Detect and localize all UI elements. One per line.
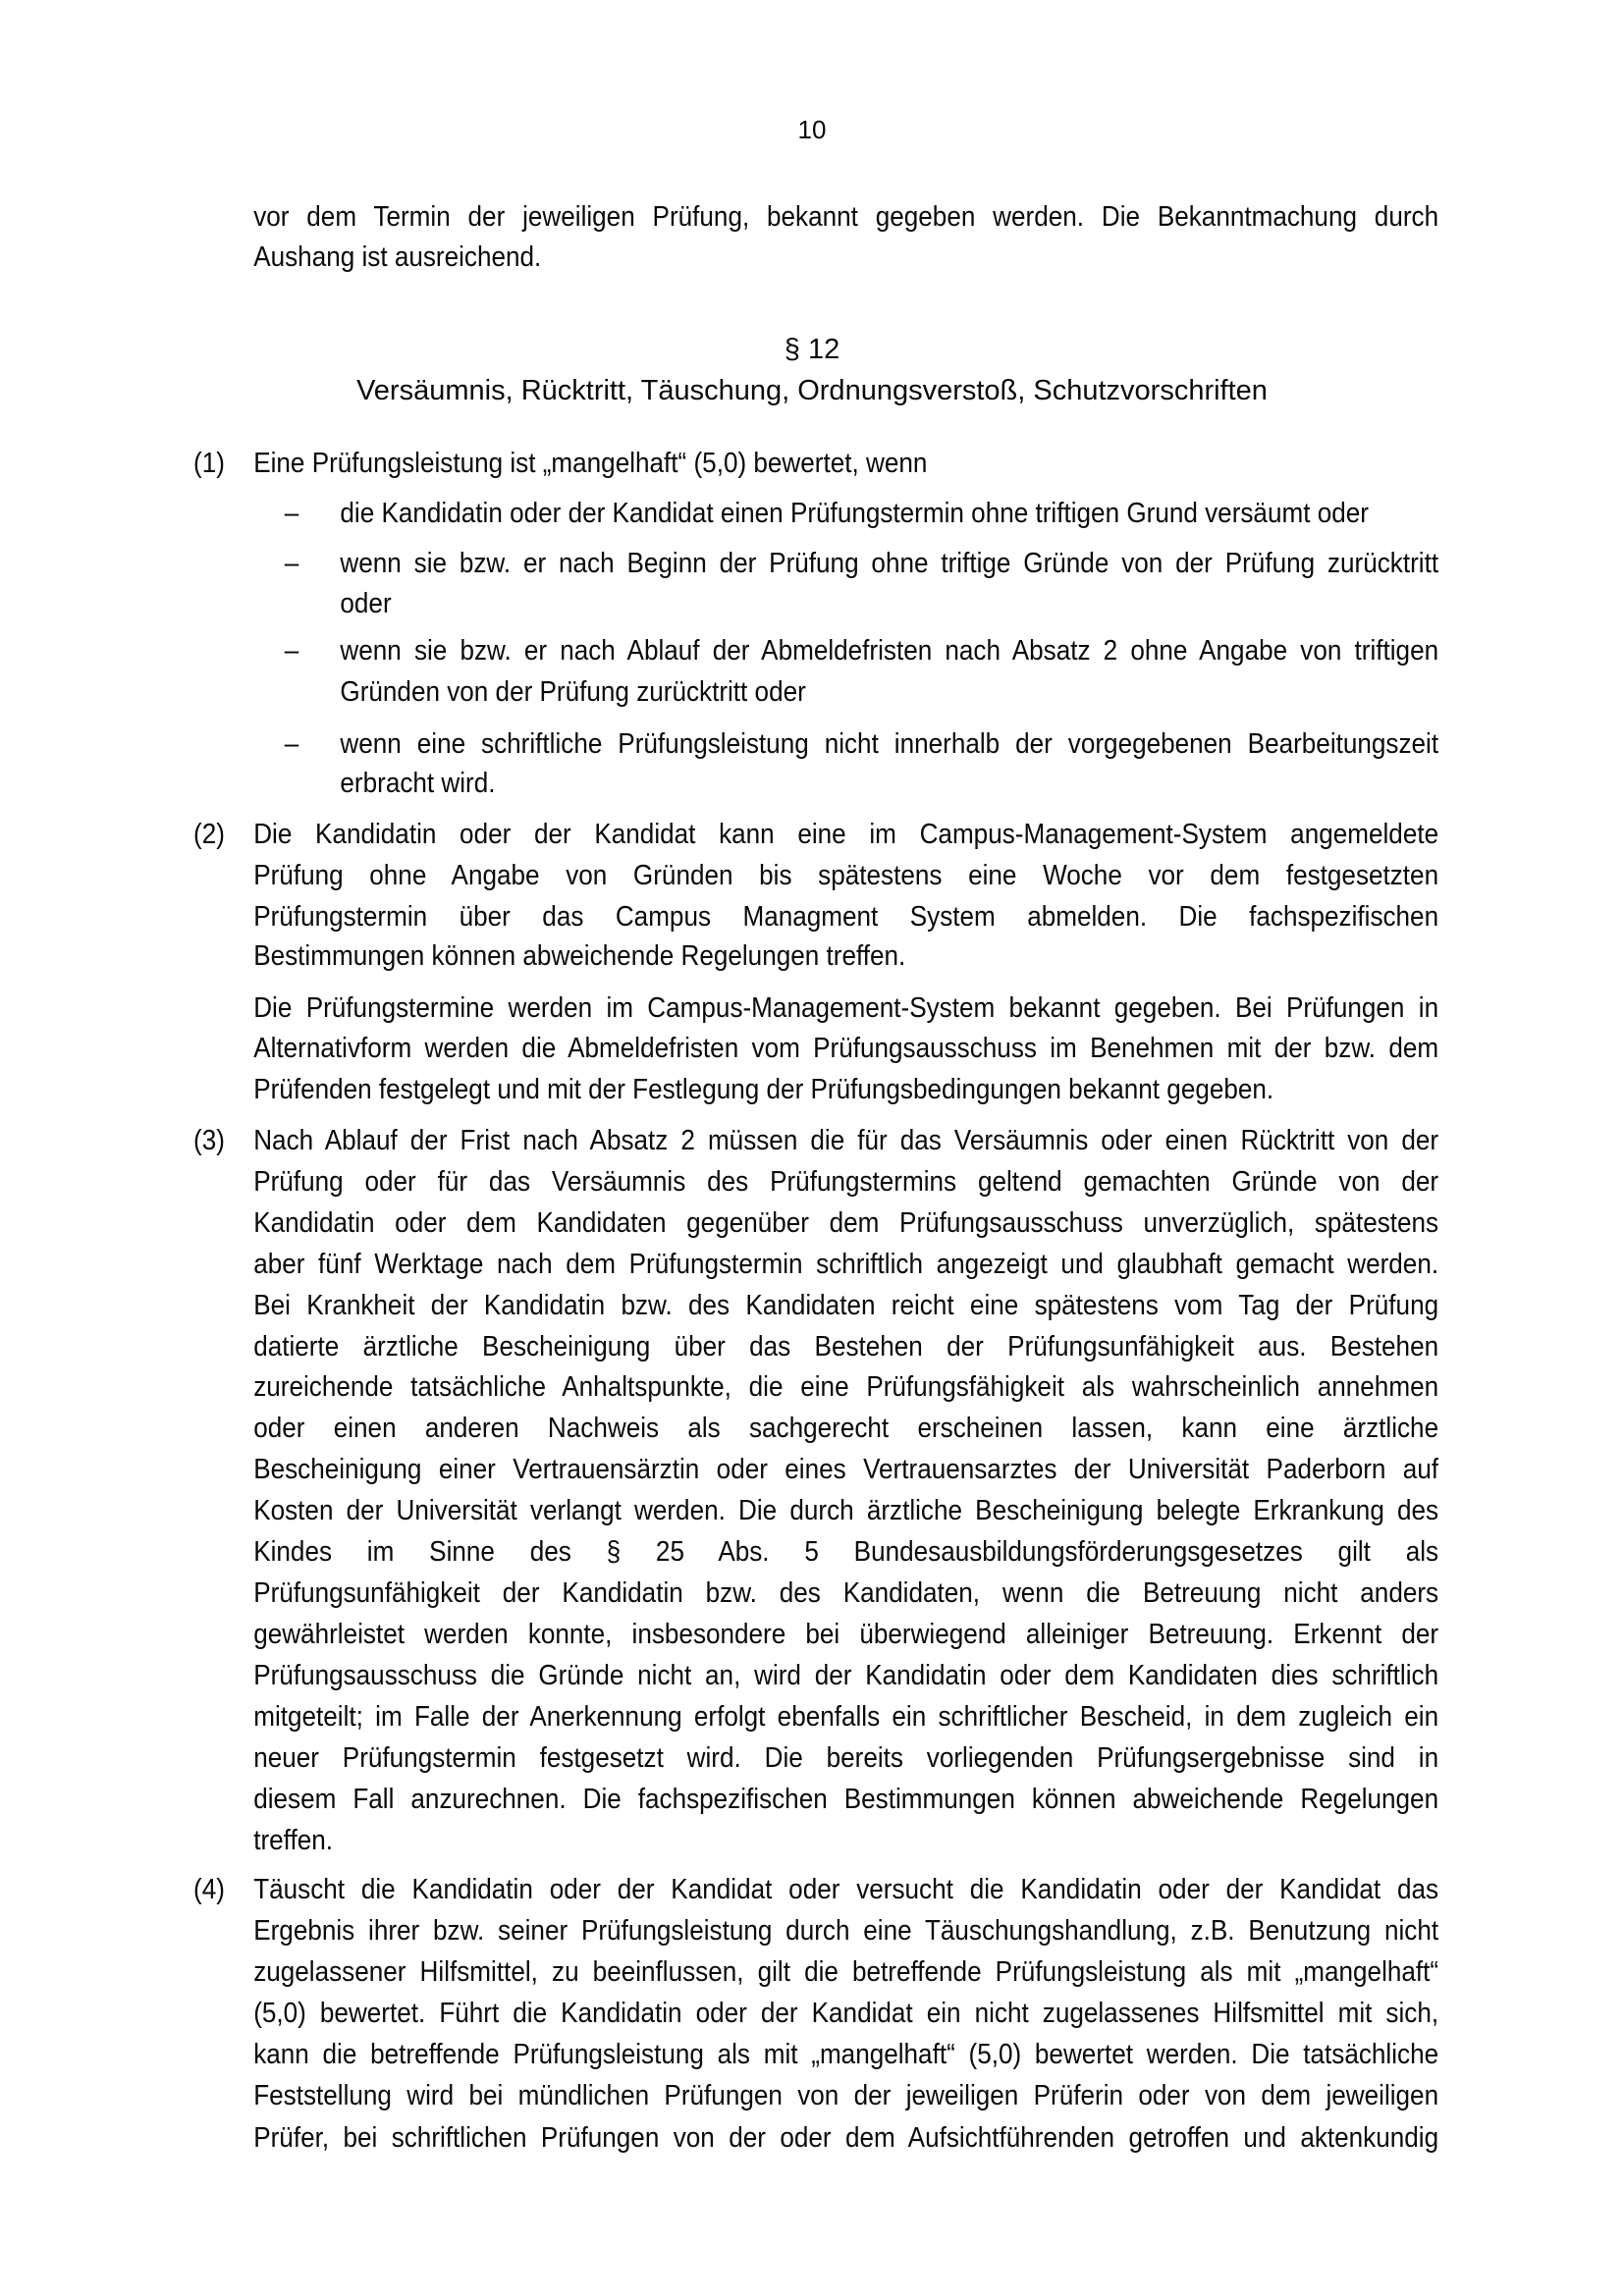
text-line: Prüfer, bei schriftlichen Prüfungen von der oder dem Aufsichtführenden getroffen und aktenkundig — [253, 2122, 1439, 2154]
bullet-line: oder — [340, 588, 392, 619]
text-line: Ergebnis ihrer bzw. seiner Prüfungsleistung durch eine Täuschungshandlung, z.B. Benutzung nicht — [253, 1915, 1439, 1947]
text-line: Prüfung ohne Angabe von Gründen bis spätestens eine Woche vor dem festgesetzten — [253, 860, 1439, 891]
paragraph-label: (3) — [193, 1125, 225, 1156]
text-line: Bestimmungen können abweichende Regelungen treffen. — [253, 940, 906, 972]
text-line: neuer Prüfungstermin festgesetzt wird. Die bereits vorliegenden Prüfungsergebnisse sind in — [253, 1742, 1439, 1774]
text-line: gewährleistet werden konnte, insbesondere bei überwiegend alleiniger Betreuung. Erkennt der — [253, 1619, 1439, 1650]
text-line: aber fünf Werktage nach dem Prüfungstermin schriftlich angezeigt und glaubhaft gemacht werden. — [253, 1249, 1439, 1280]
section-number: § 12 — [784, 334, 840, 365]
dash-bullet-icon: – — [284, 635, 299, 667]
text-line: Alternativform werden die Abmeldefristen vom Prüfungsausschuss im Benehmen mit der bzw. dem — [253, 1033, 1439, 1064]
text-line: zugelassener Hilfsmittel, zu beeinflussen, gilt die betreffende Prüfungsleistung als mit „mangelhaft“ — [253, 1956, 1439, 1988]
text-line: Bei Krankheit der Kandidatin bzw. des Kandidaten reicht eine spätestens vom Tag der Prüfung — [253, 1290, 1439, 1321]
bullet-line: erbracht wird. — [340, 768, 496, 799]
text-line: Aushang ist ausreichend. — [253, 241, 542, 273]
dash-bullet-icon: – — [284, 498, 299, 529]
text-line: Prüfungsausschuss die Gründe nicht an, wird der Kandidatin oder dem Kandidaten dies schriftlich — [253, 1660, 1439, 1691]
dash-bullet-icon: – — [284, 548, 299, 579]
page-number: 10 — [797, 115, 827, 144]
paragraph-label: (1) — [193, 448, 225, 479]
text-line: Bescheinigung einer Vertrauensärztin oder eines Vertrauensarztes der Universität Paderborn auf — [253, 1454, 1439, 1485]
text-line: Kandidatin oder dem Kandidaten gegenüber dem Prüfungsausschuss unverzüglich, spätestens — [253, 1207, 1439, 1239]
text-line: vor dem Termin der jeweiligen Prüfung, bekannt gegeben werden. Die Bekanntmachung durch — [253, 201, 1439, 233]
text-line: Kindes im Sinne des § 25 Abs. 5 Bundesausbildungsförderungsgesetzes gilt als — [253, 1536, 1439, 1568]
text-line: oder einen anderen Nachweis als sachgerecht erscheinen lassen, kann eine ärztliche — [253, 1413, 1439, 1444]
text-line: Täuscht die Kandidatin oder der Kandidat oder versucht die Kandidatin oder der Kandidat das — [253, 1874, 1439, 1905]
section-title: Versäumnis, Rücktritt, Täuschung, Ordnungsverstoß, Schutzvorschriften — [356, 375, 1268, 406]
bullet-line: wenn sie bzw. er nach Beginn der Prüfung ohne triftige Gründe von der Prüfung zurücktritt — [340, 548, 1439, 579]
paragraph-label: (2) — [193, 819, 225, 850]
bullet-line: die Kandidatin oder der Kandidat einen Prüfungstermin ohne triftigen Grund versäumt oder — [340, 498, 1369, 529]
text-line: (5,0) bewertet. Führt die Kandidatin oder der Kandidat ein nicht zugelassenes Hilfsmittel mit sich, — [253, 1998, 1439, 2029]
text-line: Kosten der Universität verlangt werden. Die durch ärztliche Bescheinigung belegte Erkrankung des — [253, 1495, 1439, 1526]
text-line: Eine Prüfungsleistung ist „mangelhaft“ (5,0) bewertet, wenn — [253, 448, 928, 479]
bullet-line: wenn eine schriftliche Prüfungsleistung nicht innerhalb der vorgegebenen Bearbeitungszeit — [340, 728, 1439, 760]
text-line: Feststellung wird bei mündlichen Prüfungen von der jeweiligen Prüferin oder von dem jeweiligen — [253, 2080, 1439, 2111]
text-line: Prüfungsunfähigkeit der Kandidatin bzw. des Kandidaten, wenn die Betreuung nicht anders — [253, 1577, 1439, 1609]
text-line: zureichende tatsächliche Anhaltspunkte, die eine Prüfungsfähigkeit als wahrscheinlich annehmen — [253, 1371, 1439, 1403]
paragraph-label: (4) — [193, 1874, 225, 1905]
text-line: treffen. — [253, 1825, 333, 1856]
bullet-line: Gründen von der Prüfung zurücktritt oder — [340, 676, 806, 708]
text-line: datierte ärztliche Bescheinigung über das Bestehen der Prüfungsunfähigkeit aus. Bestehen — [253, 1331, 1439, 1362]
text-line: diesem Fall anzurechnen. Die fachspezifischen Bestimmungen können abweichende Regelungen — [253, 1784, 1439, 1815]
text-line: Die Kandidatin oder der Kandidat kann eine im Campus-Management-System angemeldete — [253, 819, 1439, 850]
dash-bullet-icon: – — [284, 728, 299, 760]
text-line: Die Prüfungstermine werden im Campus-Management-System bekannt gegeben. Bei Prüfungen in — [253, 992, 1439, 1024]
text-line: Prüfenden festgelegt und mit der Festlegung der Prüfungsbedingungen bekannt gegeben. — [253, 1074, 1274, 1105]
text-line: Nach Ablauf der Frist nach Absatz 2 müssen die für das Versäumnis oder einen Rücktritt von der — [253, 1125, 1439, 1156]
text-line: kann die betreffende Prüfungsleistung als mit „mangelhaft“ (5,0) bewertet werden. Die tatsächliche — [253, 2039, 1439, 2070]
text-line: mitgeteilt; im Falle der Anerkennung erfolgt ebenfalls ein schriftlicher Bescheid, in dem zugleich ein — [253, 1701, 1439, 1733]
bullet-line: wenn sie bzw. er nach Ablauf der Abmeldefristen nach Absatz 2 ohne Angabe von triftigen — [340, 635, 1439, 667]
text-line: Prüfung oder für das Versäumnis des Prüfungstermins geltend gemachten Gründe von der — [253, 1166, 1439, 1198]
text-line: Prüfungstermin über das Campus Managment System abmelden. Die fachspezifischen — [253, 901, 1439, 933]
